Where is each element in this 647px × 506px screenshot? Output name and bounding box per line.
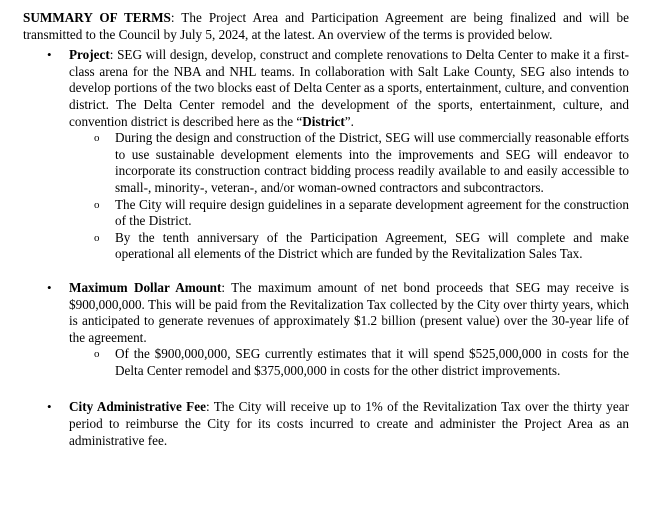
term-fee-text: : The City will receive up to 1% of the Revitalization Tax over the thirty year period to reimburse the City for its costs incurred to create and administer the Project Area as an administrative fee. (69, 399, 629, 448)
spacer (23, 379, 629, 399)
sub-item-text: The City will require design guidelines in a separate development agreement for the construction of the District. (115, 196, 629, 229)
term-city-administrative-fee (23, 399, 629, 449)
bullet-icon: • (47, 47, 52, 63)
term-maximum-dollar-amount (23, 280, 629, 380)
summary-heading: SUMMARY OF TERMS (23, 10, 171, 25)
bullet-icon: • (47, 399, 52, 415)
sub-item (69, 346, 629, 379)
circle-bullet-icon: o (94, 198, 100, 211)
summary-paragraph (23, 10, 629, 43)
circle-bullet-icon: o (94, 348, 100, 361)
terms-list (23, 47, 629, 449)
term-project-lead: Project (69, 47, 110, 63)
term-max-lead: Maximum Dollar Amount (69, 279, 222, 295)
term-max-text: : The maximum amount of net bond proceeds that SEG may receive is $900,000,000. This will be paid from the Revitalization Tax collected by the City over thirty years, which is anticipated to generate revenues of approximately $1.2 billion (present value) over the 30-year life of the agreement. (69, 279, 629, 345)
sub-item (69, 130, 629, 196)
term-max-subitems (69, 346, 629, 379)
summary-text: : The Project Area and Participation Agreement are being finalized and will be transmitted to the Council by July 5, 2024, at the latest. An overview of the terms is provided below. (23, 10, 629, 42)
term-project (23, 47, 629, 263)
term-project-subitems (69, 130, 629, 263)
sub-item (69, 197, 629, 230)
term-project-text-end: ”. (344, 113, 354, 129)
sub-item (69, 230, 629, 263)
term-project-emphasis: District (302, 113, 345, 129)
term-project-text: : SEG will design, develop, construct and complete renovations to Delta Center to make it a first-class arena for the NBA and NHL teams. In collaboration with Salt Lake County, SEG also intends to develop portions of the two blocks east of Delta Center as a sports, entertainment, culture, and convention district. The Delta Center remodel and the development of the sports, entertainment, culture, and convention district is described here as the “ (69, 47, 629, 129)
term-fee-lead: City Administrative Fee (69, 399, 206, 415)
circle-bullet-icon: o (94, 231, 100, 244)
circle-bullet-icon: o (94, 132, 100, 145)
spacer (23, 263, 629, 280)
sub-item-text: During the design and construction of the District, SEG will use commercially reasonable efforts to use sustainable development elements into the improvements and SEG will endeavor to incorporate its construction contract bidding process readily available to and easily accessible to small-, minority-, veteran-, and/or woman-owned contractors and subcontractors. (115, 130, 629, 195)
bullet-icon: • (47, 279, 52, 295)
sub-item-text: Of the $900,000,000, SEG currently estimates that it will spend $525,000,000 in costs for the Delta Center remodel and $375,000,000 in costs for the other district improvements. (115, 346, 629, 378)
sub-item-text: By the tenth anniversary of the Participation Agreement, SEG will complete and make operational all elements of the District which are funded by the Revitalization Sales Tax. (115, 229, 629, 262)
